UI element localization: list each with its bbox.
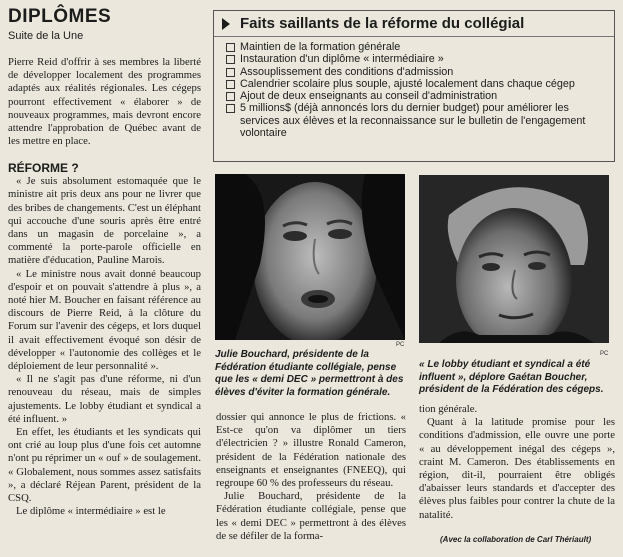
- checkbox-icon: [226, 55, 235, 64]
- photo-credit: PC: [600, 351, 609, 357]
- paragraph: tion générale.: [419, 403, 478, 415]
- list-item-text: Instauration d'un diplôme « intermédiaire »: [240, 53, 444, 66]
- arrow-right-icon: [222, 18, 230, 30]
- paragraph: Quant à la latitude promise pour les conditions d'admission, elle ouvre une porte « au développement inégal des cégeps », craint M. Cameron. Des établissements en région, dit-il, pourraient être obligés d'abaisser leurs standards et d'accepter des élèves plus faibles pour contrer la chute de la natalité.: [419, 416, 615, 521]
- subheading: RÉFORME ?: [8, 161, 79, 175]
- article-column-2: [216, 411, 406, 543]
- list-item: [226, 78, 604, 90]
- section-title: DIPLÔMES: [8, 6, 112, 27]
- checkbox-icon: [226, 80, 235, 89]
- photo-caption: « Le lobby étudiant et syndical a été influent », déplore Gaétan Boucher, président de la Fédération des cégeps.: [419, 359, 604, 395]
- highlights-list: [214, 41, 614, 139]
- paragraph: dossier qui annonce le plus de frictions. « Est-ce qu'on va diplômer un tiers d'électricien ? » illustre Ronald Cameron, président de la Fédération nationale des enseignants et enseignantes (FNEEQ), qui regroupe 60 % des professeurs du réseau.: [216, 411, 406, 490]
- highlights-box: [213, 10, 615, 162]
- portrait-image: [419, 175, 609, 343]
- list-item-text: Ajout de deux enseignants au conseil d'administration: [240, 90, 498, 103]
- paragraph: Julie Bouchard, présidente de la Fédération étudiante collégiale, pense que les « demi DEC » permettront à des élèves de se défiler de la forma-: [216, 490, 406, 542]
- photo-credit: PC: [396, 342, 405, 348]
- list-item-text: Maintien de la formation générale: [240, 41, 401, 53]
- paragraph: « Le ministre nous avait donné beaucoup d'espoir et on pouvait s'attendre à plus », a noté hier M. Boucher en faisant référence au discours de Pierre Reid, à la clôture du Forum sur l'avenir des cégeps, et lors duquel il avait effectivement évoqué son désir de développer « l'autonomie des collèges et le déploiement de leur personnalité ».: [8, 267, 201, 373]
- article-column-1-intro: [8, 56, 201, 148]
- photo-caption: Julie Bouchard, présidente de la Fédération étudiante collégiale, pense que les « demi DEC » permettront à des élèves d'éviter la formation générale.: [215, 349, 404, 398]
- list-item: [226, 66, 604, 78]
- collaboration-credit: (Avec la collaboration de Carl Thériault): [440, 535, 592, 544]
- list-item: [226, 53, 604, 65]
- checkbox-icon: [226, 92, 235, 101]
- photo-gaetan-boucher: [419, 175, 609, 343]
- list-item: [226, 102, 604, 139]
- portrait-image: [215, 174, 405, 340]
- checkbox-icon: [226, 104, 235, 113]
- article-column-3: [419, 403, 615, 522]
- list-item-text: Assouplissement des conditions d'admission: [240, 65, 454, 78]
- highlights-title-text: Faits saillants de la réforme du collégial: [240, 15, 525, 32]
- paragraph: « Je suis absolument estomaquée que le ministre ait pris deux ans pour ne livrer que des bribes de changements. C'est un éléphant qui accouche d'une souris après être entré dans un magasin de porcelaine », a commenté la porte-parole officielle en matière d'éducation, Pauline Marois.: [8, 175, 201, 267]
- photo-julie-bouchard: [215, 174, 405, 340]
- article-column-1: [8, 162, 201, 518]
- list-item-text: 5 millions$ (déjà annoncés lors du dernier budget) pour améliorer les services aux élèves et la reconnaissance sur le bulletin de l'engagement volontaire: [240, 102, 586, 140]
- paragraph: Pierre Reid d'offrir à ses membres la liberté de développer localement des programmes adaptés aux réalités régionales. Les cégeps pourront effectivement « élaborer » de nouveaux programmes, mais devront encore attendre l'approbation de Québec avant de les mettre en place.: [8, 56, 201, 148]
- checkbox-icon: [226, 43, 235, 52]
- continued-from-front: Suite de la Une: [8, 30, 84, 42]
- paragraph: Le diplôme « intermédiaire » est le: [16, 505, 166, 518]
- checkbox-icon: [226, 68, 235, 77]
- paragraph: « Il ne s'agit pas d'une réforme, ni d'un renouveau du réseau, mais de simples ajustements. Le lobby étudiant et syndical a été influent. »: [8, 373, 201, 425]
- paragraph: En effet, les étudiants et les syndicats qui ont crié au loup plus d'une fois cet automne n'ont pu réprimer un « ouf » de soulagement. « Globalement, nous sommes assez satisfaits », a déclaré Réjean Parent, président de la CSQ.: [8, 426, 201, 505]
- list-item-text: Calendrier scolaire plus souple, ajusté localement dans chaque cégep: [240, 77, 575, 90]
- list-item: [226, 41, 604, 53]
- list-item: [226, 90, 604, 102]
- highlights-title: [214, 11, 614, 37]
